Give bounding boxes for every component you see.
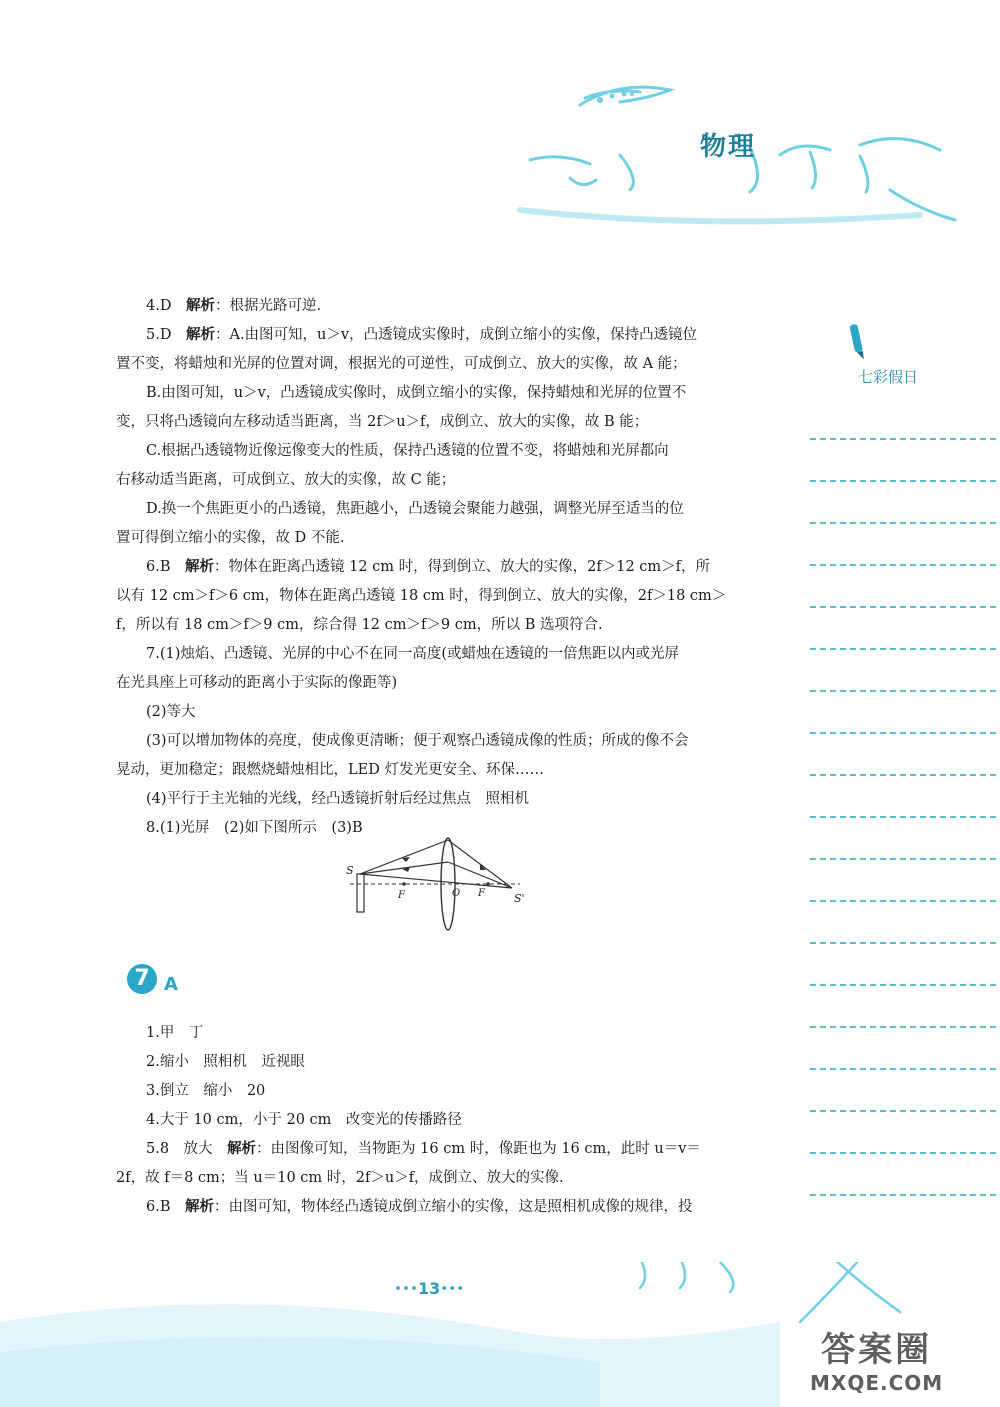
answer-line: 置不变，将蜡烛和光屏的位置对调，根据光的可逆性，可成倒立、放大的实像，故 A 能； xyxy=(116,356,687,372)
section-number: 7 xyxy=(127,964,157,994)
answer-line: 5.D 解析：A.由图可知，u＞v，凸透镜成实像时，成倒立缩小的实像，保持凸透镜位 xyxy=(146,326,698,343)
watermark-main: 答案圈 xyxy=(821,1330,933,1370)
note-line xyxy=(810,1194,996,1196)
answer-line: f，所以有 18 cm＞f＞9 cm，综合得 12 cm＞f＞9 cm，所以 B 选项符合. xyxy=(116,617,603,633)
watermark-sub: MXQE.COM xyxy=(810,1371,944,1395)
pen-icon xyxy=(846,322,870,362)
note-line xyxy=(810,564,996,566)
note-line xyxy=(810,648,996,650)
note-line xyxy=(810,1110,996,1112)
answer-line: 6.B 解析：物体在距离凸透镜 12 cm 时，得到倒立、放大的实像，2f＞12 cm＞f，所 xyxy=(146,558,711,575)
focal-point xyxy=(486,882,490,886)
answer-line: 7.(1)烛焰、凸透镜、光屏的中心不在同一高度(或蜡烛在透镜的一倍焦距以内或光屏 xyxy=(146,646,680,662)
answer-line: 置可得倒立缩小的实像，故 D 不能. xyxy=(116,530,345,546)
answer-content xyxy=(116,296,746,1276)
note-line xyxy=(810,522,996,524)
answer-line: B.由图可知，u＞v，凸透镜成实像时，成倒立缩小的实像，保持蜡烛和光屏的位置不 xyxy=(146,385,687,401)
answer-line: 2.缩小 照相机 近视眼 xyxy=(146,1054,305,1070)
focal-point xyxy=(402,882,406,886)
answer-line: 2f，故 f＝8 cm；当 u＝10 cm 时，2f＞u＞f，成倒立、放大的实像. xyxy=(116,1170,564,1186)
answer-line: 变，只将凸透镜向左移动适当距离，当 2f＞u＞f，成倒立、放大的实像，故 B 能； xyxy=(116,414,649,430)
section-badge xyxy=(120,960,190,1000)
brand-label: 七彩假日 xyxy=(858,368,919,386)
note-line xyxy=(810,480,996,482)
note-line xyxy=(810,774,996,776)
label-f2: F xyxy=(478,888,485,899)
page-number: ･･･13･･･ xyxy=(394,1279,465,1298)
lens-ray-diagram xyxy=(340,822,540,932)
answer-line: 4.D 解析：根据光路可逆. xyxy=(146,297,322,314)
note-line xyxy=(810,942,996,944)
answer-line: (2)等大 xyxy=(146,704,196,720)
label-o: O xyxy=(452,888,461,899)
label-s-prime: S' xyxy=(514,892,525,905)
answer-line: 5.8 放大 解析：由图像可知，当物距为 16 cm 时，像距也为 16 cm，此时 u＝v＝ xyxy=(146,1140,701,1157)
answer-line: (3)可以增加物体的亮度，使成像更清晰；便于观察凸透镜成像的性质；所成的像不会 xyxy=(146,733,689,749)
note-line xyxy=(810,732,996,734)
answer-line: D.换一个焦距更小的凸透镜，焦距越小，凸透镜会聚能力越强，调整光屏至适当的位 xyxy=(146,501,684,517)
notes-column xyxy=(810,438,996,1236)
note-line xyxy=(810,438,996,440)
answer-line: 4.大于 10 cm，小于 20 cm 改变光的传播路径 xyxy=(146,1112,462,1128)
label-f1: F xyxy=(398,890,405,901)
answer-line: (4)平行于主光轴的光线，经凸透镜折射后经过焦点 照相机 xyxy=(146,791,530,807)
answer-line: 以有 12 cm＞f＞6 cm，物体在距离凸透镜 18 cm 时，得到倒立、放大的实像，2f＞18 cm＞ xyxy=(116,588,727,604)
note-line xyxy=(810,1068,996,1070)
answer-line: 晃动，更加稳定；跟燃烧蜡烛相比，LED 灯发光更安全、环保…… xyxy=(116,762,544,778)
note-line xyxy=(810,1026,996,1028)
answer-line: C.根据凸透镜物近像远像变大的性质，保持凸透镜的位置不变，将蜡烛和光屏都向 xyxy=(146,443,669,459)
label-s: S xyxy=(346,864,354,877)
candle xyxy=(357,874,364,912)
answer-line: 在光具座上可移动的距离小于实际的像距等) xyxy=(116,675,398,691)
note-line xyxy=(810,816,996,818)
note-line xyxy=(810,858,996,860)
light-ray xyxy=(360,862,448,874)
note-line xyxy=(810,606,996,608)
ray-arrow xyxy=(480,864,486,870)
light-ray xyxy=(360,874,512,888)
answer-line: 1.甲 丁 xyxy=(146,1025,204,1041)
answer-line: 8.(1)光屏 (2)如下图所示 (3)B xyxy=(146,820,363,836)
note-line xyxy=(810,1152,996,1154)
subject-title: 物理 xyxy=(700,132,757,162)
note-line xyxy=(810,900,996,902)
answer-line: 右移动适当距离，可成倒立、放大的实像，故 C 能； xyxy=(116,472,456,488)
note-line xyxy=(810,984,996,986)
answer-line: 3.倒立 缩小 20 xyxy=(146,1083,266,1099)
answer-line: 6.B 解析：由图可知，物体经凸透镜成倒立缩小的实像，这是照相机成像的规律，投 xyxy=(146,1198,693,1215)
site-watermark xyxy=(810,1322,943,1395)
note-line xyxy=(810,690,996,692)
section-letter: A xyxy=(164,974,178,995)
